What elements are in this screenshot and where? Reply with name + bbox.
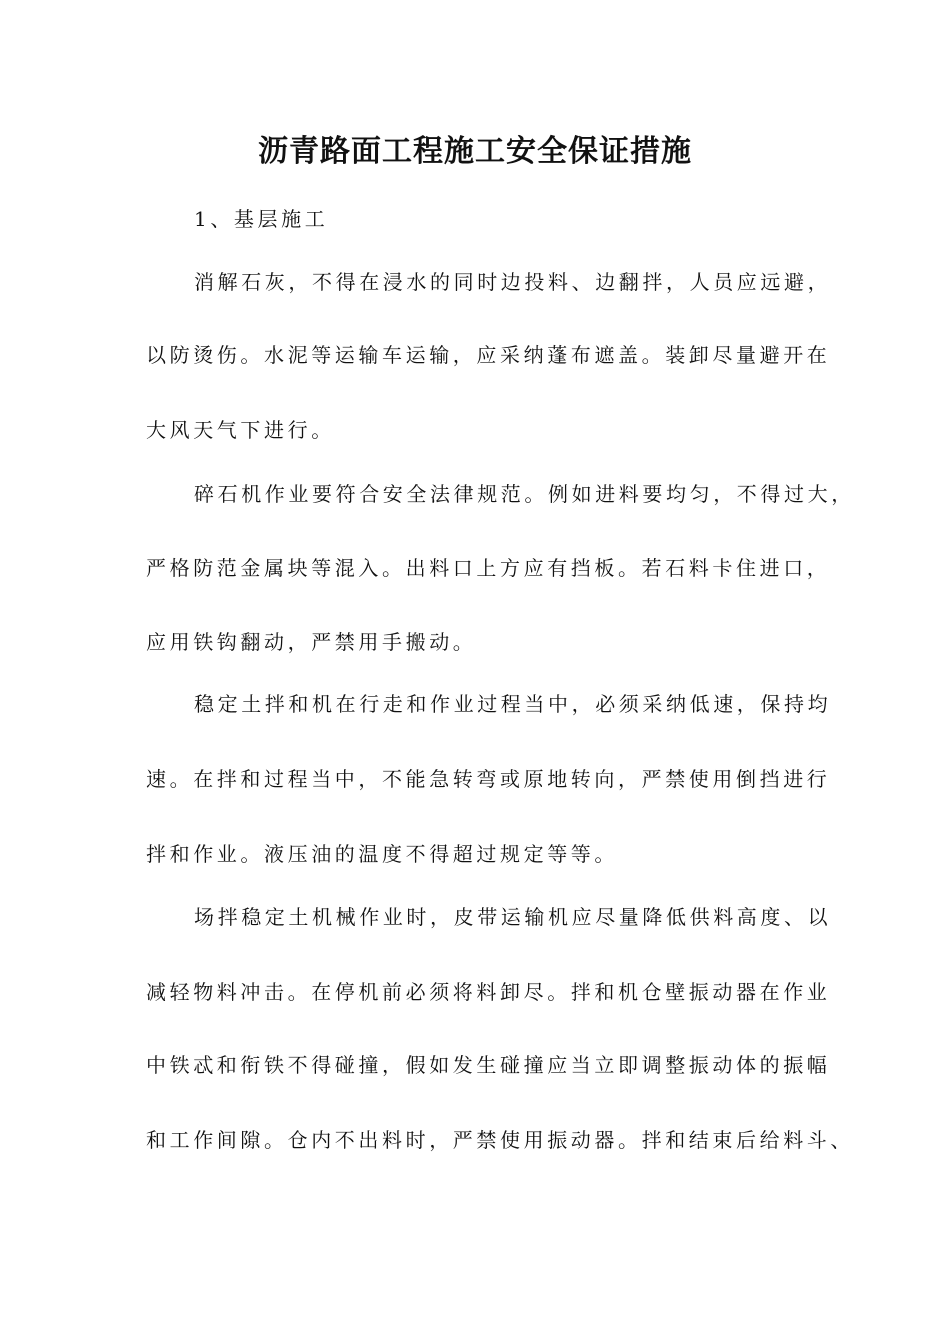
paragraph-line: 应用铁钩翻动，严禁用手搬动。 bbox=[146, 630, 477, 654]
paragraph-line: 严格防范金属块等混入。出料口上方应有挡板。若石料卡住进口， bbox=[146, 556, 831, 580]
paragraph-line: 碎石机作业要符合安全法律规范。例如进料要均匀，不得过大， bbox=[194, 482, 855, 506]
paragraph-line: 以防烫伤。水泥等运输车运输，应采纳蓬布遮盖。装卸尽量避开在 bbox=[146, 343, 831, 367]
paragraph-line: 稳定土拌和机在行走和作业过程当中，必须采纳低速，保持均 bbox=[194, 692, 832, 716]
paragraph-line: 减轻物料冲击。在停机前必须将料卸尽。拌和机仓壁振动器在作业 bbox=[146, 980, 831, 1004]
paragraph-line: 消解石灰，不得在浸水的同时边投料、边翻拌，人员应远避， bbox=[194, 270, 832, 294]
paragraph-line: 大风天气下进行。 bbox=[146, 418, 335, 442]
document-title: 沥青路面工程施工安全保证措施 bbox=[258, 134, 692, 169]
paragraph-line: 中铁忒和衔铁不得碰撞，假如发生碰撞应当立即调整振动体的振幅 bbox=[146, 1053, 831, 1077]
paragraph-line: 速。在拌和过程当中，不能急转弯或原地转向，严禁使用倒挡进行 bbox=[146, 767, 831, 791]
paragraph-line: 拌和作业。液压油的温度不得超过规定等等。 bbox=[146, 842, 618, 866]
paragraph-line: 场拌稳定土机械作业时，皮带运输机应尽量降低供料高度、以 bbox=[194, 905, 832, 929]
paragraph-line: 和工作间隙。仓内不出料时，严禁使用振动器。拌和结束后给料斗、 bbox=[146, 1128, 854, 1152]
section-heading: 1、基层施工 bbox=[194, 207, 329, 231]
